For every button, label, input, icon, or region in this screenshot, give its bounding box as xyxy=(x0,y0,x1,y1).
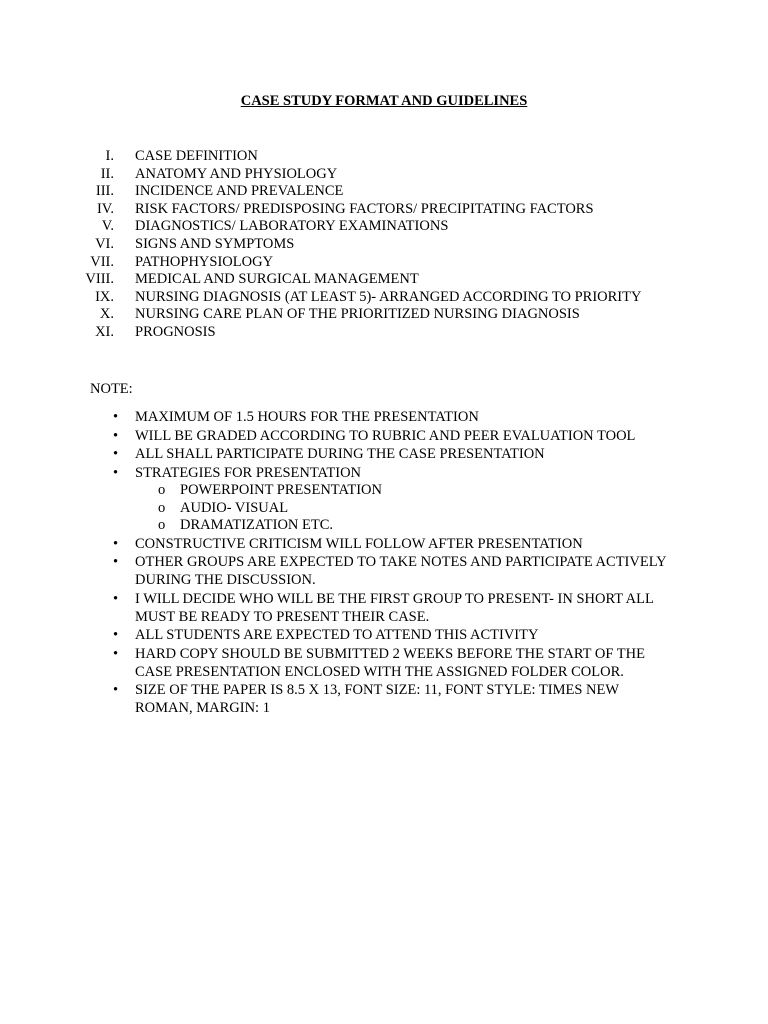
bullet-dot-icon: • xyxy=(113,554,119,570)
outline-text: MEDICAL AND SURGICAL MANAGEMENT xyxy=(135,271,419,288)
sub-bullet-circle-icon: o xyxy=(158,499,166,516)
outline-item xyxy=(0,148,700,166)
outline-item xyxy=(0,289,700,307)
bullet-dot-icon: • xyxy=(113,682,119,698)
outline-list xyxy=(0,148,700,342)
bullet-dot-icon: • xyxy=(113,627,119,643)
bullet-text: ALL STUDENTS ARE EXPECTED TO ATTEND THIS ACTIVITY xyxy=(135,627,539,643)
outline-item xyxy=(0,254,700,272)
outline-numeral: IV. xyxy=(96,200,114,217)
bullet-text: CONSTRUCTIVE CRITICISM WILL FOLLOW AFTER PRESENTATION xyxy=(135,535,583,552)
bullet-dot-icon: • xyxy=(113,535,119,552)
bullet-text: HARD COPY SHOULD BE SUBMITTED 2 WEEKS BEFORE THE START OF THE CASE PRESENTATION ENCLOSED WITH THE ASSIGNED FOLDER COLOR. xyxy=(135,645,645,680)
outline-text: PATHOPHYSIOLOGY xyxy=(135,253,274,270)
outline-text: PROGNOSIS xyxy=(135,323,216,340)
bullet-dot-icon: • xyxy=(113,446,119,462)
bullet-text: I WILL DECIDE WHO WILL BE THE FIRST GROUP TO PRESENT- IN SHORT ALL MUST BE READY TO PRESENT THEIR CASE. xyxy=(135,590,654,625)
outline-item xyxy=(0,306,700,324)
outline-numeral: I. xyxy=(105,148,114,164)
outline-numeral: V. xyxy=(101,218,114,235)
bullet-item xyxy=(0,681,700,717)
outline-item xyxy=(0,183,700,201)
outline-text: ANATOMY AND PHYSIOLOGY xyxy=(135,165,338,182)
sub-bullet-text: AUDIO- VISUAL xyxy=(180,499,289,516)
sub-bullet-item xyxy=(0,482,700,500)
bullet-item xyxy=(0,590,700,626)
bullet-item xyxy=(0,535,700,553)
outline-item xyxy=(0,236,700,254)
bullet-dot-icon: • xyxy=(113,427,119,444)
outline-text: INCIDENCE AND PREVALENCE xyxy=(135,183,344,200)
bullet-item xyxy=(0,645,700,681)
bullet-item xyxy=(0,626,700,644)
outline-numeral: XI. xyxy=(95,323,114,340)
bullet-item xyxy=(0,427,700,445)
bullet-text: MAXIMUM OF 1.5 HOURS FOR THE PRESENTATION xyxy=(135,409,479,425)
outline-text: RISK FACTORS/ PREDISPOSING FACTORS/ PRECIPITATING FACTORS xyxy=(135,200,594,217)
bullet-item xyxy=(0,445,700,463)
outline-numeral: II. xyxy=(100,165,114,182)
bullet-text: STRATEGIES FOR PRESENTATION xyxy=(135,464,362,481)
outline-item xyxy=(0,166,700,184)
sub-bullet-circle-icon: o xyxy=(158,482,166,498)
bullet-dot-icon: • xyxy=(113,590,119,607)
sub-bullet-circle-icon: o xyxy=(158,517,166,533)
note-label: NOTE: xyxy=(90,381,133,397)
outline-text: NURSING DIAGNOSIS (AT LEAST 5)- ARRANGED ACCORDING TO PRIORITY xyxy=(135,288,642,305)
outline-numeral: X. xyxy=(99,306,114,323)
bullet-text: SIZE OF THE PAPER IS 8.5 X 13, FONT SIZE: 11, FONT STYLE: TIMES NEW ROMAN, MARGIN: 1 xyxy=(135,682,619,716)
outline-item xyxy=(0,271,700,289)
sub-bullet-item xyxy=(0,500,700,518)
notes-bullet-list xyxy=(0,408,700,718)
sub-bullet-text: DRAMATIZATION ETC. xyxy=(180,517,334,533)
bullet-text: WILL BE GRADED ACCORDING TO RUBRIC AND PEER EVALUATION TOOL xyxy=(135,427,636,444)
bullet-dot-icon: • xyxy=(113,464,119,481)
outline-text: CASE DEFINITION xyxy=(135,148,258,164)
outline-numeral: III. xyxy=(95,183,114,200)
bullet-dot-icon: • xyxy=(113,645,119,662)
sub-bullet-text: POWERPOINT PRESENTATION xyxy=(180,482,382,498)
bullet-text: ALL SHALL PARTICIPATE DURING THE CASE PRESENTATION xyxy=(135,446,545,462)
document-title: CASE STUDY FORMAT AND GUIDELINES xyxy=(240,93,528,109)
bullet-item xyxy=(0,553,700,589)
outline-numeral: VII. xyxy=(90,253,114,270)
bullet-dot-icon: • xyxy=(113,409,119,425)
outline-numeral: IX. xyxy=(95,288,114,305)
outline-text: NURSING CARE PLAN OF THE PRIORITIZED NURSING DIAGNOSIS xyxy=(135,306,580,323)
outline-item xyxy=(0,201,700,219)
outline-numeral: VIII. xyxy=(85,271,114,288)
bullet-item xyxy=(0,464,700,482)
sub-bullet-item xyxy=(0,517,700,535)
bullet-item xyxy=(0,408,700,426)
outline-numeral: VI. xyxy=(95,235,114,252)
outline-item xyxy=(0,218,700,236)
outline-text: DIAGNOSTICS/ LABORATORY EXAMINATIONS xyxy=(135,218,449,235)
outline-item xyxy=(0,324,700,342)
bullet-text: OTHER GROUPS ARE EXPECTED TO TAKE NOTES AND PARTICIPATE ACTIVELY DURING THE DISCUSSION. xyxy=(135,554,667,588)
outline-text: SIGNS AND SYMPTOMS xyxy=(135,235,295,252)
